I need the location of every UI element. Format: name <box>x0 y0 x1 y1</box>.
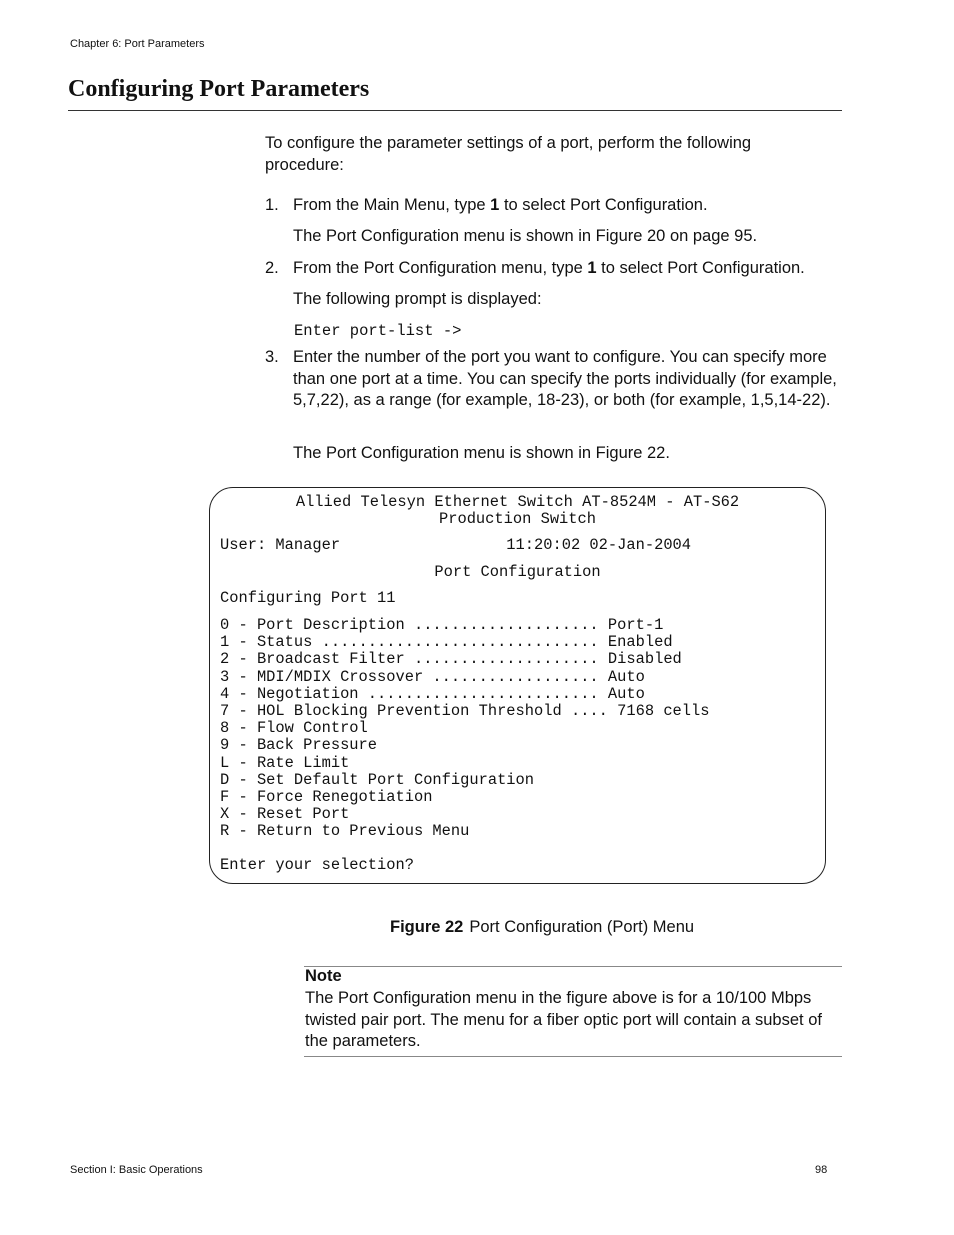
step-2-text: From the Port Configuration menu, type 1 to select Port Configuration. <box>293 259 805 277</box>
step-2-followup: The following prompt is displayed: <box>293 290 542 308</box>
step-3-number: 3. <box>265 348 279 366</box>
running-header: Chapter 6: Port Parameters <box>70 38 205 50</box>
terminal-menu-item: 4 - Negotiation ......................... Auto <box>220 684 645 703</box>
terminal-menu-item: F - Force Renegotiation <box>220 788 433 806</box>
note-rule-top <box>304 966 842 967</box>
terminal-menu-item: L - Rate Limit <box>220 753 350 772</box>
intro-paragraph: To configure the parameter settings of a port, perform the following procedure: <box>265 134 752 174</box>
note-rule-bottom <box>304 1056 842 1057</box>
note-heading: Note <box>305 967 342 985</box>
terminal-subtitle: Configuring Port 11 <box>220 589 396 607</box>
step-1-number: 1. <box>265 196 279 214</box>
step-1-followup: The Port Configuration menu is shown in Figure 20 on page 95. <box>293 227 758 245</box>
terminal-menu-item: 0 - Port Description .................... Port-1 <box>220 616 664 634</box>
terminal-menu-item: 2 - Broadcast Filter .................... Disabled <box>220 650 682 669</box>
step-1-text: From the Main Menu, type 1 to select Port Configuration. <box>293 196 708 214</box>
terminal-title-line2: Production Switch <box>438 510 596 528</box>
footer-section: Section I: Basic Operations <box>70 1164 203 1176</box>
step-2-number: 2. <box>265 259 279 277</box>
terminal-menu-item: 9 - Back Pressure <box>220 736 378 755</box>
terminal-prompt: Enter your selection? <box>220 856 414 874</box>
prompt-code: Enter port-list -> <box>294 322 462 340</box>
figure-caption-text: Port Configuration (Port) Menu <box>469 918 695 936</box>
terminal-menu-item: 8 - Flow Control <box>220 719 368 738</box>
terminal-menu-item: 1 - Status .............................. Enabled <box>220 633 673 652</box>
title-rule <box>68 110 842 111</box>
terminal-title-line1: Allied Telesyn Ethernet Switch AT-8524M - AT-S62 <box>295 493 740 511</box>
terminal-menu-item: 7 - HOL Blocking Prevention Threshold .... 7168 cells <box>220 702 710 720</box>
figure-caption <box>390 918 694 937</box>
step-3-followup: The Port Configuration menu is shown in Figure 22. <box>293 444 670 462</box>
note-body: The Port Configuration menu in the figure above is for a 10/100 Mbps twisted pair port. The menu for a fiber optic port will contain a subset of the parameters. <box>305 989 822 1050</box>
terminal-menu-item: 3 - MDI/MDIX Crossover .................. Auto <box>220 667 645 686</box>
step-3-text: Enter the number of the port you want to configure. You can specify more than one port at a time. You can specify the ports individually (for example, 5,7,22), as a range (for example, 18-23), or both (for example, 1,5,14-22). <box>293 348 837 409</box>
terminal-menu-item: D - Set Default Port Configuration <box>220 770 535 789</box>
terminal-user-line: User: Manager 11:20:02 02-Jan-2004 <box>220 536 692 554</box>
figure-label: Figure 22 <box>390 918 464 936</box>
terminal-menu-title: Port Configuration <box>434 563 601 581</box>
page-title: Configuring Port Parameters <box>68 76 370 102</box>
page-number: 98 <box>815 1164 828 1176</box>
terminal-menu-item: R - Return to Previous Menu <box>220 822 470 841</box>
terminal-menu-item: X - Reset Port <box>220 805 350 824</box>
